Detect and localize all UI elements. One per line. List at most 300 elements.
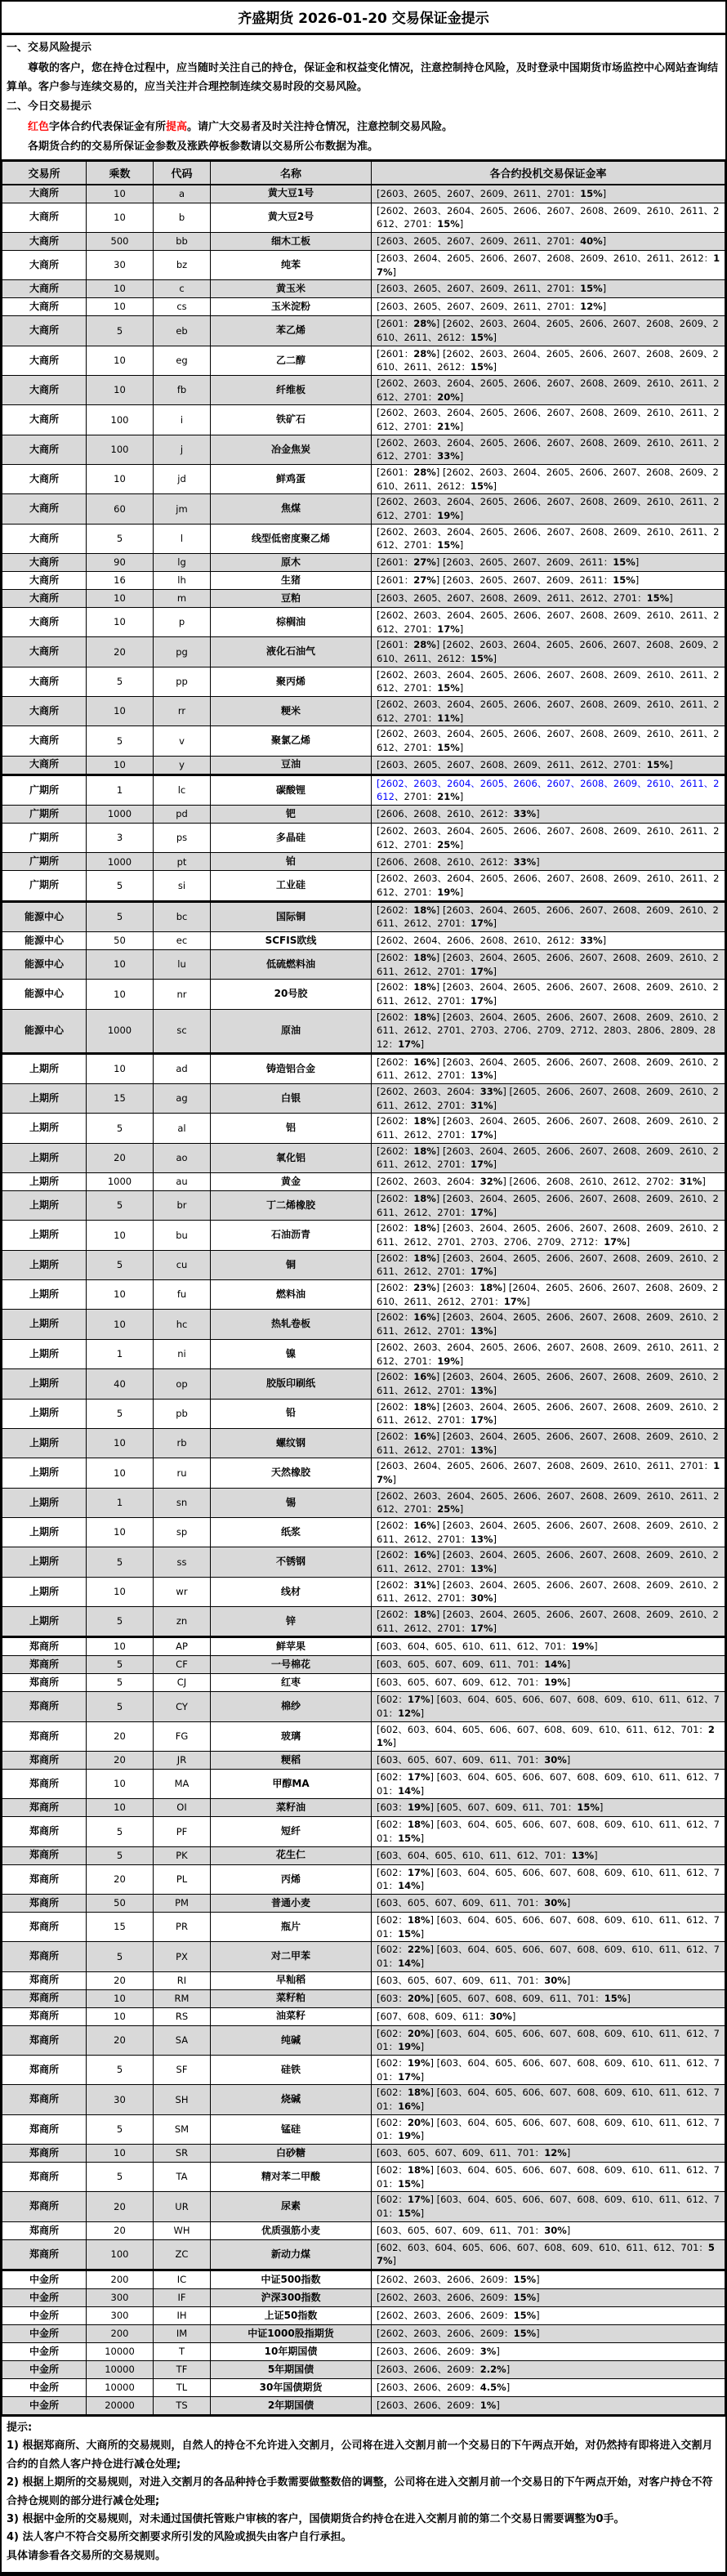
margin-rates-cell: [2602、2603、2606、2609：15%] — [372, 2307, 725, 2325]
header-margin-rates: 各合约投机交易保证金率 — [372, 160, 725, 185]
code-cell: lg — [154, 553, 211, 571]
name-cell: 多晶硅 — [211, 824, 372, 853]
margin-rates-cell: [2603、2605、2607、2608、2609、2611、2612、2701：15%] — [372, 756, 725, 775]
code-cell: PX — [154, 1942, 211, 1971]
name-cell: 丁二烯橡胶 — [211, 1191, 372, 1221]
multiplier-cell: 10 — [87, 980, 154, 1009]
table-row-a — [2, 185, 725, 203]
table-row-lc — [2, 775, 725, 805]
name-cell: 一号棉花 — [211, 1656, 372, 1674]
code-cell: IM — [154, 2325, 211, 2343]
exchange-cell: 上期所 — [2, 1458, 87, 1488]
margin-rates-cell: [603、605、607、609、612、701：19%] — [372, 1674, 725, 1692]
exchange-cell: 大商所 — [2, 203, 87, 232]
exchange-cell: 上期所 — [2, 1488, 87, 1517]
table-row-hc — [2, 1310, 725, 1339]
exchange-cell: 广期所 — [2, 871, 87, 901]
multiplier-cell: 90 — [87, 553, 154, 571]
name-cell: 10年期国债 — [211, 2343, 372, 2361]
code-cell: fu — [154, 1280, 211, 1310]
table-row-bu — [2, 1221, 725, 1250]
exchange-cell: 中金所 — [2, 2325, 87, 2343]
table-row-zn — [2, 1606, 725, 1636]
exchange-cell: 郑商所 — [2, 1769, 87, 1798]
exchange-cell: 上期所 — [2, 1428, 87, 1458]
margin-rates-cell: [603、605、607、609、611、701：14%] — [372, 1656, 725, 1674]
exchange-cell: 上期所 — [2, 1114, 87, 1143]
exchange-cell: 中金所 — [2, 2270, 87, 2289]
margin-rates-cell: [2602、2603、2604、2605、2606、2607、2608、2609、2610、2611、2612、2701：15%] — [372, 203, 725, 232]
exchange-cell: 郑商所 — [2, 2145, 87, 2163]
table-row-RI — [2, 1971, 725, 1989]
multiplier-cell: 10 — [87, 1637, 154, 1656]
code-cell: RI — [154, 1971, 211, 1989]
margin-rates-cell: [2602、2603、2604、2605、2606、2607、2608、2609、2610、2611、2612、2701：25%] — [372, 824, 725, 853]
multiplier-cell: 1 — [87, 1488, 154, 1517]
table-row-IH — [2, 2307, 725, 2325]
margin-rates-cell: [2603、2605、2607、2609、2611、2701：12%] — [372, 298, 725, 316]
margin-rates-cell: [2602：16%] [2603、2604、2605、2606、2607、2608、2609、2610、2611、2612、2701：13%] — [372, 1053, 725, 1083]
margin-rates-cell: [2602、2604、2606、2608、2610、2612：33%] — [372, 932, 725, 950]
name-cell: 铝 — [211, 1114, 372, 1143]
multiplier-cell: 10 — [87, 1799, 154, 1817]
name-cell: 胶版印刷纸 — [211, 1369, 372, 1399]
margin-rates-cell: [2602、2603、2604：33%] [2605、2606、2607、2608、2609、2610、2611、2612、2701：31%] — [372, 1084, 725, 1114]
margin-rates-cell: [2602、2603、2604：32%] [2606、2608、2610、2612、2702：31%] — [372, 1173, 725, 1191]
name-cell: 优质强筋小麦 — [211, 2221, 372, 2239]
name-cell: 20号胶 — [211, 980, 372, 1009]
exchange-cell: 郑商所 — [2, 1692, 87, 1721]
code-cell: bb — [154, 232, 211, 250]
exchange-cell: 上期所 — [2, 1517, 87, 1547]
exchange-cell: 广期所 — [2, 806, 87, 824]
code-cell: si — [154, 871, 211, 901]
table-row-UR — [2, 2192, 725, 2221]
exchange-cell: 大商所 — [2, 280, 87, 298]
code-cell: PF — [154, 1817, 211, 1846]
multiplier-cell: 200 — [87, 2325, 154, 2343]
code-cell: SA — [154, 2025, 211, 2055]
exchange-cell: 上期所 — [2, 1084, 87, 1114]
exchange-cell: 大商所 — [2, 298, 87, 316]
exchange-cell: 上期所 — [2, 1577, 87, 1606]
exchange-cell: 能源中心 — [2, 950, 87, 980]
multiplier-cell: 10 — [87, 1517, 154, 1547]
multiplier-cell: 30 — [87, 250, 154, 279]
exchange-cell: 大商所 — [2, 756, 87, 775]
name-cell: 2年期国债 — [211, 2397, 372, 2416]
name-cell: 丙烯 — [211, 1864, 372, 1894]
multiplier-cell: 20 — [87, 637, 154, 667]
multiplier-cell: 20 — [87, 1971, 154, 1989]
code-cell: PM — [154, 1894, 211, 1912]
exchange-cell: 上期所 — [2, 1250, 87, 1279]
code-cell: j — [154, 435, 211, 464]
margin-rates-cell: [2602：18%] [2603、2604、2605、2606、2607、2608、2609、2610、2611、2612、2701：17%] — [372, 901, 725, 931]
table-row-pd — [2, 806, 725, 824]
multiplier-cell: 16 — [87, 571, 154, 589]
table-row-TF — [2, 2361, 725, 2379]
margin-rates-cell: [603：20%] [605、607、608、609、611、701：15%] — [372, 1989, 725, 2007]
multiplier-cell: 1 — [87, 775, 154, 805]
notes-section — [2, 2417, 725, 2572]
margin-rates-cell: [2602、2603、2606、2609：15%] — [372, 2325, 725, 2343]
table-row-bz — [2, 250, 725, 279]
margin-rates-cell: [603、605、607、609、611、701：12%] — [372, 2145, 725, 2163]
table-row-eb — [2, 316, 725, 346]
multiplier-cell: 5 — [87, 1942, 154, 1971]
code-cell: lh — [154, 571, 211, 589]
name-cell: 菜籽粕 — [211, 1989, 372, 2007]
multiplier-cell: 20 — [87, 1751, 154, 1769]
exchange-cell: 上期所 — [2, 1606, 87, 1636]
multiplier-cell: 10 — [87, 1221, 154, 1250]
code-cell: jm — [154, 494, 211, 524]
multiplier-cell: 1000 — [87, 1173, 154, 1191]
code-cell: rr — [154, 696, 211, 725]
multiplier-cell: 5 — [87, 1606, 154, 1636]
multiplier-cell: 10 — [87, 2145, 154, 2163]
multiplier-cell: 10 — [87, 464, 154, 493]
table-row-SH — [2, 2085, 725, 2114]
table-row-lg — [2, 553, 725, 571]
name-cell: 黄玉米 — [211, 280, 372, 298]
code-cell: ec — [154, 932, 211, 950]
name-cell: 纤维板 — [211, 375, 372, 404]
table-row-WH — [2, 2221, 725, 2239]
name-cell: 尿素 — [211, 2192, 372, 2221]
table-row-FG — [2, 1721, 725, 1751]
exchange-cell: 大商所 — [2, 553, 87, 571]
table-row-IC — [2, 2270, 725, 2289]
multiplier-cell: 10 — [87, 696, 154, 725]
margin-rates-cell: [602、603、604、605、606、607、608、609、610、611、612、701：57%] — [372, 2239, 725, 2270]
table-row-ps — [2, 824, 725, 853]
margin-rates-cell: [602：18%] [603、604、605、606、607、608、609、610、611、612、701：15%] — [372, 1817, 725, 1846]
name-cell: 玻璃 — [211, 1721, 372, 1751]
code-cell: pd — [154, 806, 211, 824]
multiplier-cell: 10 — [87, 1428, 154, 1458]
exchange-cell: 郑商所 — [2, 1864, 87, 1894]
table-row-op — [2, 1369, 725, 1399]
multiplier-cell: 5 — [87, 1547, 154, 1577]
code-cell: y — [154, 756, 211, 775]
header-exchange: 交易所 — [2, 160, 87, 185]
code-cell: TF — [154, 2361, 211, 2379]
margin-rates-cell: [2602：18%] [2603、2604、2605、2606、2607、2608、2609、2610、2611、2612、2701：17%] — [372, 950, 725, 980]
table-row-wr — [2, 1577, 725, 1606]
code-cell: au — [154, 1173, 211, 1191]
code-cell: lu — [154, 950, 211, 980]
name-cell: 低硫燃料油 — [211, 950, 372, 980]
code-cell: ad — [154, 1053, 211, 1083]
code-cell: b — [154, 203, 211, 232]
name-cell: 线型低密度聚乙烯 — [211, 524, 372, 553]
code-cell: ni — [154, 1339, 211, 1368]
exchange-cell: 大商所 — [2, 494, 87, 524]
table-row-au — [2, 1173, 725, 1191]
name-cell: 燃料油 — [211, 1280, 372, 1310]
exchange-cell: 郑商所 — [2, 2163, 87, 2192]
today-section-title: 二、今日交易提示 — [7, 100, 92, 114]
multiplier-cell: 5 — [87, 524, 154, 553]
name-cell: 白银 — [211, 1084, 372, 1114]
name-cell: 花生仁 — [211, 1846, 372, 1864]
margin-rates-cell: [2602：16%] [2603、2604、2605、2606、2607、2608、2609、2610、2611、2612、2701：13%] — [372, 1547, 725, 1577]
table-row-CJ — [2, 1674, 725, 1692]
exchange-cell: 能源中心 — [2, 932, 87, 950]
multiplier-cell: 10 — [87, 756, 154, 775]
name-cell: 液化石油气 — [211, 637, 372, 667]
margin-rates-cell: [602：18%] [603、604、605、606、607、608、609、610、611、612、701：16%] — [372, 2085, 725, 2114]
tip-red-text: 提高 — [166, 121, 188, 133]
margin-rates-cell: [2602、2603、2604、2605、2606、2607、2608、2609、2610、2611、2612、2701：19%] — [372, 871, 725, 901]
table-row-PF — [2, 1817, 725, 1846]
exchange-cell: 中金所 — [2, 2307, 87, 2325]
red-font-tip-line — [7, 118, 720, 137]
multiplier-cell: 10 — [87, 203, 154, 232]
table-row-SF — [2, 2056, 725, 2085]
exchange-cell: 郑商所 — [2, 2007, 87, 2025]
name-cell: 鲜苹果 — [211, 1637, 372, 1656]
margin-rates-cell: [2602：16%] [2603、2604、2605、2606、2607、2608、2609、2610、2611、2612、2701：13%] — [372, 1310, 725, 1339]
code-cell: m — [154, 589, 211, 607]
multiplier-cell: 20 — [87, 1721, 154, 1751]
code-cell: TS — [154, 2397, 211, 2416]
margin-rate-table — [2, 159, 725, 2418]
table-row-i — [2, 405, 725, 435]
code-cell: eg — [154, 346, 211, 375]
table-row-pb — [2, 1399, 725, 1428]
code-cell: ps — [154, 824, 211, 853]
table-row-al — [2, 1114, 725, 1143]
exchange-cell: 上期所 — [2, 1143, 87, 1172]
margin-rates-cell: [2602：18%] [2603、2604、2605、2606、2607、2608、2609、2610、2611、2612、2701：17%] — [372, 1191, 725, 1221]
margin-rates-cell: [603、605、607、609、611、701：30%] — [372, 1971, 725, 1989]
name-cell: 纸浆 — [211, 1517, 372, 1547]
margin-rates-cell: [602：20%] [603、604、605、606、607、608、609、610、611、612、701：19%] — [372, 2025, 725, 2055]
exchange-cell: 郑商所 — [2, 1656, 87, 1674]
table-row-pg — [2, 637, 725, 667]
code-cell: pp — [154, 667, 211, 696]
exchange-cell: 上期所 — [2, 1399, 87, 1428]
margin-rates-cell: [2601：28%] [2602、2603、2604、2605、2606、2607、2608、2609、2610、2611、2612：15%] — [372, 346, 725, 375]
table-row-pp — [2, 667, 725, 696]
code-cell: ru — [154, 1458, 211, 1488]
multiplier-cell: 40 — [87, 1369, 154, 1399]
multiplier-cell: 50 — [87, 1894, 154, 1912]
table-row-TS — [2, 2397, 725, 2416]
exchange-cell: 大商所 — [2, 696, 87, 725]
name-cell: 瓶片 — [211, 1912, 372, 1941]
margin-rates-cell: [2603、2605、2607、2609、2611、2701：15%] — [372, 185, 725, 203]
margin-rates-cell: [2602、2603、2606、2609：15%] — [372, 2289, 725, 2307]
name-cell: 铅 — [211, 1399, 372, 1428]
exchange-cell: 大商所 — [2, 589, 87, 607]
note-item-3: 3) 根据中金所的交易规则，对未通过国债托管账户审核的客户，国债期货合约持仓在进入交割月前的第二个交易日需要调整为0手。 — [7, 2512, 625, 2525]
multiplier-cell: 5 — [87, 1114, 154, 1143]
page-title: 齐盛期货 2026-01-20 交易保证金提示 — [2, 2, 725, 35]
margin-rates-cell: [2602：18%] [2603、2604、2605、2606、2607、2608、2609、2610、2611、2612、2701、2703、2706、2709、2712、2803、2806、2809、2812：17%] — [372, 1009, 725, 1053]
name-cell: 粳米 — [211, 696, 372, 725]
name-cell: 豆粕 — [211, 589, 372, 607]
name-cell: 氧化铝 — [211, 1143, 372, 1172]
code-cell: bz — [154, 250, 211, 279]
exchange-cell: 大商所 — [2, 250, 87, 279]
margin-rates-cell: [2603、2605、2607、2609、2611、2701：15%] — [372, 280, 725, 298]
table-row-bc — [2, 901, 725, 931]
name-cell: 生猪 — [211, 571, 372, 589]
margin-rates-cell: [2603、2606、2609：4.5%] — [372, 2379, 725, 2397]
table-row-CF — [2, 1656, 725, 1674]
code-cell: ao — [154, 1143, 211, 1172]
margin-rates-cell: [602：20%] [603、604、605、606、607、608、609、610、611、612、701：19%] — [372, 2114, 725, 2144]
margin-rates-cell: [2603、2605、2607、2609、2611、2701：40%] — [372, 232, 725, 250]
margin-rates-cell: [2602、2603、2604、2605、2606、2607、2608、2609、2610、2611、2612、2701：15%] — [372, 524, 725, 553]
code-cell: bu — [154, 1221, 211, 1250]
name-cell: 中证500指数 — [211, 2270, 372, 2289]
name-cell: 螺纹钢 — [211, 1428, 372, 1458]
code-cell: i — [154, 405, 211, 435]
note-item-5: 具体请参看各交易所的交易规则。 — [7, 2549, 167, 2562]
table-row-lu — [2, 950, 725, 980]
exchange-cell: 上期所 — [2, 1339, 87, 1368]
name-cell: 钯 — [211, 806, 372, 824]
multiplier-cell: 10 — [87, 346, 154, 375]
multiplier-cell: 1000 — [87, 1009, 154, 1053]
code-cell: br — [154, 1191, 211, 1221]
table-row-RM — [2, 1989, 725, 2007]
multiplier-cell: 300 — [87, 2307, 154, 2325]
code-cell: v — [154, 726, 211, 756]
exchange-cell: 大商所 — [2, 607, 87, 636]
name-cell: 铜 — [211, 1250, 372, 1279]
table-row-l — [2, 524, 725, 553]
margin-rates-cell: [602：19%] [603、604、605、606、607、608、609、610、611、612、701：17%] — [372, 2056, 725, 2085]
margin-rates-cell: [2603、2606、2609：3%] — [372, 2343, 725, 2361]
tip-text: 。请广大交易者及时关注持仓情况，注意控制交易风险。 — [187, 121, 453, 133]
code-cell: OI — [154, 1799, 211, 1817]
name-cell: 乙二醇 — [211, 346, 372, 375]
margin-rates-cell: [2602：16%] [2603、2604、2605、2606、2607、2608、2609、2610、2611、2612、2701：13%] — [372, 1369, 725, 1399]
code-cell: eb — [154, 316, 211, 346]
table-row-rb — [2, 1428, 725, 1458]
exchange-cell: 郑商所 — [2, 1912, 87, 1941]
code-cell: PL — [154, 1864, 211, 1894]
code-cell: jd — [154, 464, 211, 493]
margin-rates-cell: [2602、2603、2604、2605、2606、2607、2608、2609、2610、2611、2612、2701：17%] — [372, 607, 725, 636]
table-row-ag — [2, 1084, 725, 1114]
multiplier-cell: 5 — [87, 1250, 154, 1279]
margin-rates-cell: [2602、2603、2604、2605、2606、2607、2608、2609、2610、2611、2612、2701：11%] — [372, 696, 725, 725]
table-row-SA — [2, 2025, 725, 2055]
table-row-SR — [2, 2145, 725, 2163]
multiplier-cell: 1000 — [87, 853, 154, 871]
margin-rates-cell: [2603、2604、2605、2606、2607、2608、2609、2610、2611、2701：17%] — [372, 1458, 725, 1488]
code-cell: p — [154, 607, 211, 636]
name-cell: 沪深300指数 — [211, 2289, 372, 2307]
table-row-rr — [2, 696, 725, 725]
exchange-cell: 大商所 — [2, 232, 87, 250]
table-row-pt — [2, 853, 725, 871]
name-cell: 铂 — [211, 853, 372, 871]
margin-rates-cell: [2602：18%] [2603、2604、2605、2606、2607、2608、2609、2610、2611、2612、2701：17%] — [372, 1250, 725, 1279]
multiplier-cell: 10 — [87, 1053, 154, 1083]
name-cell: 红枣 — [211, 1674, 372, 1692]
margin-rates-cell: [602：17%] [603、604、605、606、607、608、609、610、611、612、701：14%] — [372, 1864, 725, 1894]
multiplier-cell: 10 — [87, 1458, 154, 1488]
exchange-cell: 大商所 — [2, 524, 87, 553]
code-cell: SH — [154, 2085, 211, 2114]
name-cell: 普通小麦 — [211, 1894, 372, 1912]
table-row-sc — [2, 1009, 725, 1053]
exchange-cell: 大商所 — [2, 464, 87, 493]
multiplier-cell: 5 — [87, 726, 154, 756]
exchange-cell: 郑商所 — [2, 1799, 87, 1817]
name-cell: 油菜籽 — [211, 2007, 372, 2025]
margin-rates-cell: [2602、2603、2604、2605、2606、2607、2608、2609、2610、2611、2612、2701：15%] — [372, 726, 725, 756]
margin-rates-cell: [2601：28%] [2602、2603、2604、2605、2606、2607、2608、2609、2610、2611、2612：15%] — [372, 316, 725, 346]
code-cell: CJ — [154, 1674, 211, 1692]
code-cell: l — [154, 524, 211, 553]
multiplier-cell: 5 — [87, 1692, 154, 1721]
code-cell: hc — [154, 1310, 211, 1339]
name-cell: 原木 — [211, 553, 372, 571]
name-cell: 黄大豆1号 — [211, 185, 372, 203]
margin-rates-cell: [2603、2606、2609：1%] — [372, 2397, 725, 2416]
multiplier-cell: 10 — [87, 185, 154, 203]
exchange-cell: 郑商所 — [2, 1894, 87, 1912]
multiplier-cell: 5 — [87, 1674, 154, 1692]
table-row-PK — [2, 1846, 725, 1864]
multiplier-cell: 5 — [87, 2056, 154, 2085]
name-cell: 国际铜 — [211, 901, 372, 931]
multiplier-cell: 15 — [87, 1084, 154, 1114]
margin-rates-cell: [2606、2608、2610、2612：33%] — [372, 806, 725, 824]
multiplier-cell: 5 — [87, 2163, 154, 2192]
code-cell: bc — [154, 901, 211, 931]
code-cell: RS — [154, 2007, 211, 2025]
exchange-cell: 广期所 — [2, 853, 87, 871]
intro-section — [2, 35, 725, 159]
margin-rates-cell: [2602、2603、2604、2605、2606、2607、2608、2609、2610、2611、2612、2701：19%] — [372, 1339, 725, 1368]
exchange-cell: 上期所 — [2, 1310, 87, 1339]
multiplier-cell: 1 — [87, 1339, 154, 1368]
name-cell: 甲醇MA — [211, 1769, 372, 1798]
exchange-cell: 上期所 — [2, 1280, 87, 1310]
exchange-cell: 上期所 — [2, 1053, 87, 1083]
margin-rates-cell: [2602：18%] [2603、2604、2605、2606、2607、2608、2609、2610、2611、2612、2701：17%] — [372, 1606, 725, 1636]
code-cell: SM — [154, 2114, 211, 2144]
multiplier-cell: 5 — [87, 1846, 154, 1864]
name-cell: 菜籽油 — [211, 1799, 372, 1817]
margin-rates-cell: [2602：18%] [2603、2604、2605、2606、2607、2608、2609、2610、2611、2612、2701：17%] — [372, 1114, 725, 1143]
multiplier-cell: 10 — [87, 1280, 154, 1310]
table-row-MA — [2, 1769, 725, 1798]
code-cell: CF — [154, 1656, 211, 1674]
multiplier-cell: 10 — [87, 298, 154, 316]
name-cell: 聚氯乙烯 — [211, 726, 372, 756]
margin-rates-cell: [2602：18%] [2603、2604、2605、2606、2607、2608、2609、2610、2611、2612、2701：17%] — [372, 980, 725, 1009]
name-cell: 早籼稻 — [211, 1971, 372, 1989]
exchange-cell: 郑商所 — [2, 1942, 87, 1971]
multiplier-cell: 10 — [87, 607, 154, 636]
table-row-eg — [2, 346, 725, 375]
name-cell: 粳稻 — [211, 1751, 372, 1769]
margin-rates-cell: [2603、2604、2605、2606、2607、2608、2609、2610、2611、2612：17%] — [372, 250, 725, 279]
table-row-OI — [2, 1799, 725, 1817]
tip-red-text: 红色 — [28, 121, 50, 133]
